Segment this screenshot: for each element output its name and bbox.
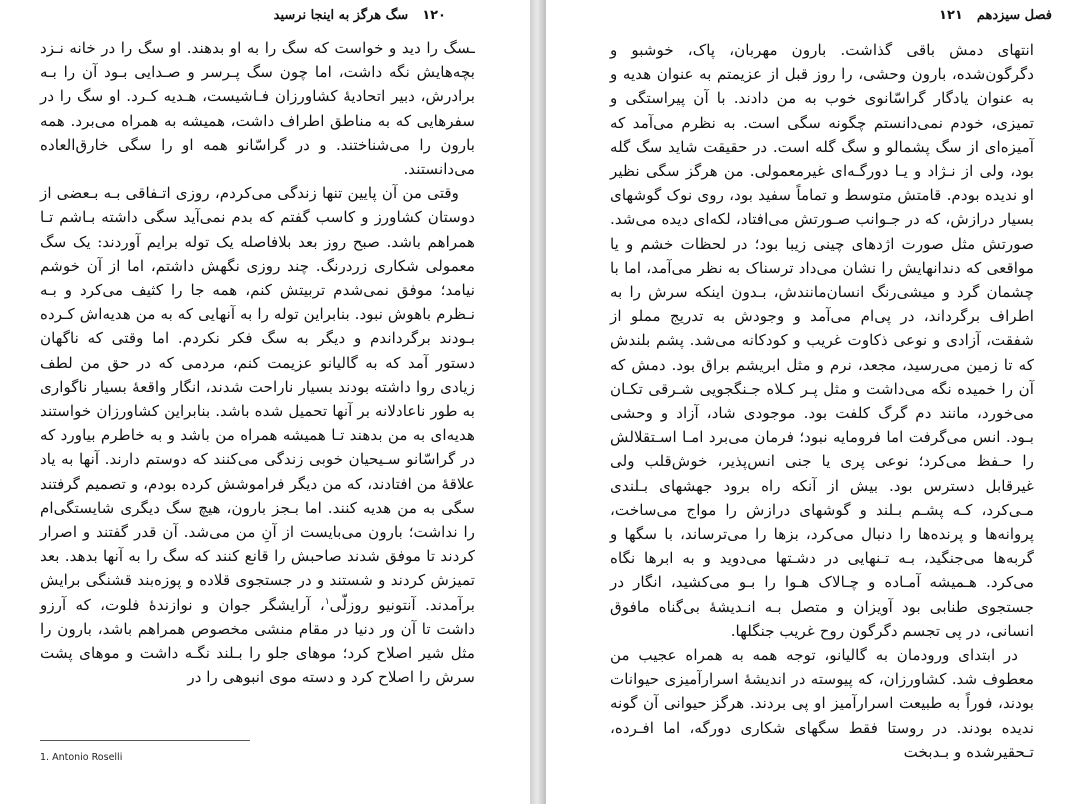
right-paragraph-1: انتهای دمش باقی گذاشت. بارون مهربان، پاک، خوشبو و دگرگون‌شده، بارون وحشی، را روز قبل از عزیمتم به عنوان هدیه و به عنوان یادگار گراسّانوی خوب به من دادند. با آن پیراستگی و تمیزی، خودم نمی‌دانستم چگونه سگی است. به نظرم می‌آمد که آمیزه‌ای از سگ پشمالو و سگ گله است. در حقیقت شاید سگ گله بود، ولی از نـژاد و یـا دورگـه‌ای غیرمعمولی. من هرگز سگی نظیر او ندیده بودم. قامتش متوسط و تماماً سفید بود، روی نوک گوشهای بسیار درازش، که در جـوانب صـورتش می‌افتاد، لکه‌ای دیده می‌شد. صورتش مثل صورت اژدهای چینی زیبا بود؛ در لحظات خشم و یا مواقعی که دندانهایش را نشان می‌داد ترسناک به نظر می‌آمد، اما با چشمان گرد و میشی‌رنگ انسان‌مانندش، بـدون اینکه سرش را به اطراف برگرداند، در پی‌ام می‌آمد و وجودش به تدریج مملو از شفقت، آزادی و نوعی ذکاوت غریب و کودکانه می‌شد. پشم بلندش که تا زمین می‌رسید، مجعد، نرم و مثل ابریشم براق بود. دمش که آن را خمیده نگه می‌داشت و مثل پـر کـلاه جـنگجویی شـرقی تکـان می‌خورد، مانند دم گرگ کلفت بود. موجودی شاد، آزاد و وحشی بـود. انس می‌گرفت اما فرومایه نبود؛ فرمان می‌برد امـا اسـتقلالش را حـفظ می‌کرد؛ نوعی پری یا جنی انس‌پذیر، خوش‌قلب ولی غیرقابل دسترس بود. بیش از آنکه راه برود جهشهای بـلندی مـی‌کرد، کـه پشـم بـلند و گوشهای درازش را مواج می‌ساخت، پروانه‌ها و پرنده‌ها را دنبال می‌کرد، بزها را می‌ترساند، با سگها و گربه‌ها می‌جنگید، بـه تـنهایی در دشـتها می‌دوید و به ابرها نگاه می‌کرد. هـمیشه آمـاده و چـالاک هـوا را بـو می‌کشید، انگار در جستجوی طنابی بود آویزان و متصل بـه انـدیشهٔ بی‌گناه مافوق انسانی، در پی تجسم دگرگون روح غریب جنگلها. <box>610 41 1034 640</box>
left-paragraph-2-text: وقتی من آن پایین تنها زندگی می‌کردم، روزی اتـفاقی بـه بـعضی از دوستان کشاورز و کاسب گفتم که بدم نمی‌آید سگی داشته بـاشم تـا همراهم باشد. صبح روز بعد بلافاصله یک توله برایم آوردند: یک سگ معمولی شکاری زردرنگ. چند روزی نگهش داشتم، اما از آن خوشم نیامد؛ موفق نمی‌شدم تربیتش کنم، همه جا را کثیف می‌کرد و بـه نـظرم باهوش نبود. بنابراین توله را به آنهایی که به من هدیه‌اش کـرده بـودند برگرداندم و دیگر به سگ فکر نکردم. اما وقتی که ناگهان دستور آمد که به گالیانو عزیمت کنم، مردمی که در حق من لطف زیادی روا داشته بودند بسیار ناراحت شدند، انگار واقعهٔ بسیار ناگواری به طور ناعادلانه بر آنها تحمیل شده باشد. بنابراین کشاورزان خواستند هدیه‌ای به من بدهند تـا همیشه همراه من باشد و به خاطرم بیاورد که در گراسّانو سـیحیان خوبی زندگی می‌کنند که دوستم دارند. آنها به یاد علاقهٔ من افتادند، که من دیگر فراموشش کرده بودم، و تصمیم گرفتند سگی به من هدیه کنند. اما بـجز بارون، هیچ سگ دیگری شایستگی‌ام را نداشت؛ بارون می‌بایست از آنِ من می‌شد. آن قدر گفتند و اصرار کردند تا موفق شدند صاحبش را قانع کنند که سگ را به آنها بدهد. بعد تمیزش کردند و شستند و در جستجوی قلاده و پوزه‌بند قشنگی برایش برآمدند. آنتونیو روزلّی <box>40 184 475 614</box>
right-page-header <box>939 4 1052 26</box>
left-paragraph-2-tail: ، آرایشگر جوان و نوازندهٔ فلوت، که آرزو داشت تا آن ور دنیا در مقام منشی مخصوص همراهم باشد، بارون را مثل شیر اصلاح کرد؛ موهای جلو را بـلند نگـه داشت و موهای پشت سرش را اصلاح کرد و دسته موی انبوهی را در <box>40 595 475 687</box>
right-paragraph-2: در ابتدای ورودمان به گالیانو، توجه همه به همراه عجیب من معطوف شد. کشاورزان، که پیوسته در اندیشهٔ اسرارآمیزی حیوانات بودند، فوراً به طبیعت اسرارآمیز او پی بردند. هرگز حیوانی آن گونه ندیده بودند. در روستا فقط سگهای شکاری دورگه، اما افـرده، تـحقیرشده و بـدبخت <box>610 646 1034 761</box>
left-page-number: ۱۲۰ <box>422 7 446 23</box>
footnote-rule <box>40 740 250 741</box>
right-page <box>546 0 1076 804</box>
left-running-title: سگ هرگز به اینجا نرسید <box>273 7 409 23</box>
book-gutter <box>530 0 546 804</box>
left-page <box>0 0 530 804</box>
right-page-body <box>610 38 1034 764</box>
footnote: 1. Antonio Roselli <box>40 752 123 763</box>
left-page-body <box>40 36 475 689</box>
footnote-marker: ۱ <box>324 596 330 607</box>
right-page-number: ۱۲۱ <box>939 7 963 23</box>
left-paragraph-2 <box>40 181 475 689</box>
right-running-title: فصل سیزدهم <box>976 7 1052 23</box>
left-page-header <box>274 4 446 26</box>
left-paragraph-1: ـسگ را دید و خواست که سگ را به او بدهند. او سگ را در خانه نـزد بچه‌هایش نگه داشت، اما چون سگ پـرسر و صـدایی بـود آن را بـه برادرش، دبیر اتحادیهٔ کشاورزان فـاشیست، هـدیه کـرد. او سگ را در سفرهایی که به مناطق اطراف داشت، همیشه به همراه می‌برد. همه بارون را می‌شناختند. و در گراسّانو همه او را سگی خارق‌العاده می‌دانستند. <box>40 39 475 179</box>
